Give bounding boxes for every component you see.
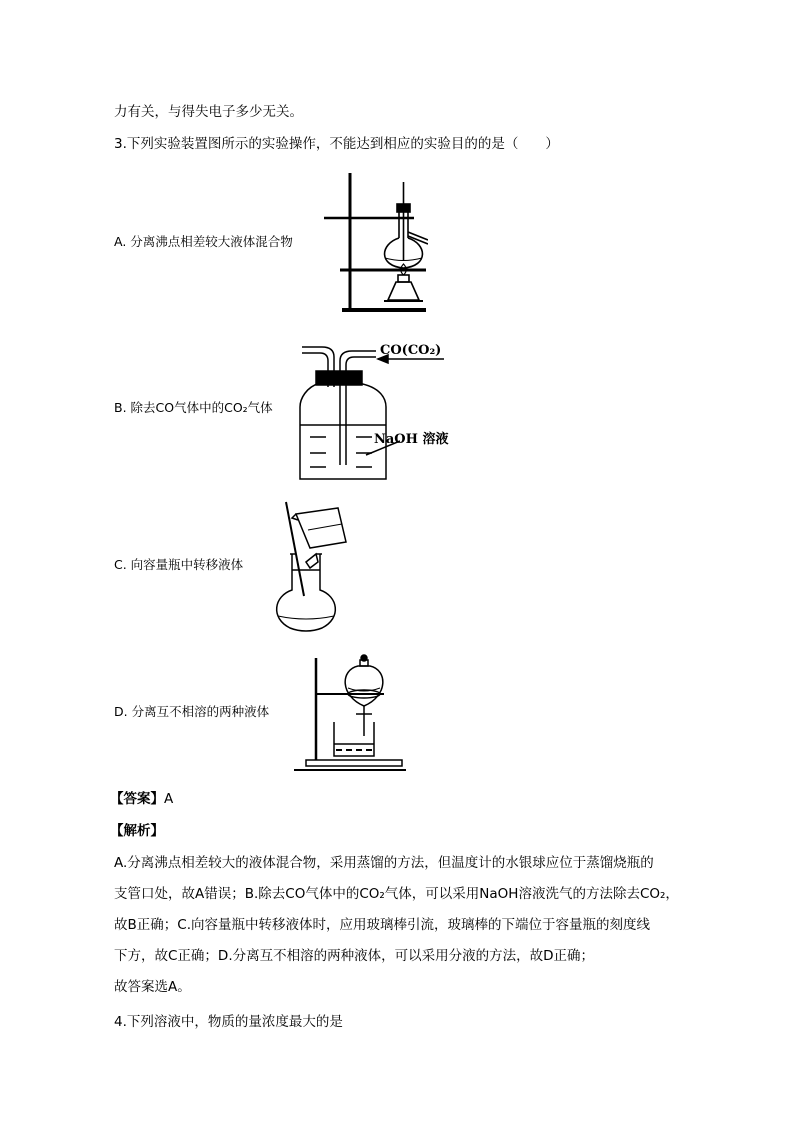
analysis-line: A.分离沸点相差较大的液体混合物，采用蒸馏的方法，但温度计的水银球应位于蒸馏烧瓶的 [114, 855, 654, 871]
option-b-label: B. 除去CO气体中的CO₂气体 [114, 400, 273, 415]
analysis-tag: 【解析】 [110, 823, 164, 839]
intro-line: 力有关，与得失电子多少无关。 [114, 104, 303, 120]
question3-stem: 3.下列实验装置图所示的实验操作，不能达到相应的实验目的的是（ ） [114, 136, 559, 152]
analysis-body [114, 848, 694, 1003]
option-d-label: D. 分离互不相溶的两种液体 [114, 704, 270, 719]
volumetric-flask-transfer-figure [268, 500, 352, 638]
gas-washing-bottle-figure [296, 337, 486, 487]
gas-label: CO(CO₂) [380, 343, 442, 358]
analysis-line: 支管口处，故A错误；B.除去CO气体中的CO₂气体，可以采用NaOH溶液洗气的方法除去CO₂， [114, 886, 679, 902]
analysis-line: 故答案选A。 [114, 979, 191, 995]
analysis-line: 下方，故C正确；D.分离互不相溶的两种液体，可以采用分液的方法，故D正确； [114, 948, 595, 964]
analysis-line: 故B正确；C.向容量瓶中转移液体时，应用玻璃棒引流，玻璃棒的下端位于容量瓶的刻度线 [114, 917, 650, 933]
option-c-label: C. 向容量瓶中转移液体 [114, 557, 244, 572]
answer-line [110, 789, 173, 809]
question4-stem: 4.下列溶液中，物质的量浓度最大的是 [114, 1014, 343, 1030]
option-a-label: A. 分离沸点相差较大液体混合物 [114, 234, 293, 249]
distillation-apparatus-figure [318, 170, 428, 315]
separatory-funnel-figure [292, 652, 408, 774]
solution-label: NaOH 溶液 [374, 432, 449, 447]
answer-value: A [164, 791, 174, 807]
answer-tag: 【答案】 [110, 791, 164, 807]
